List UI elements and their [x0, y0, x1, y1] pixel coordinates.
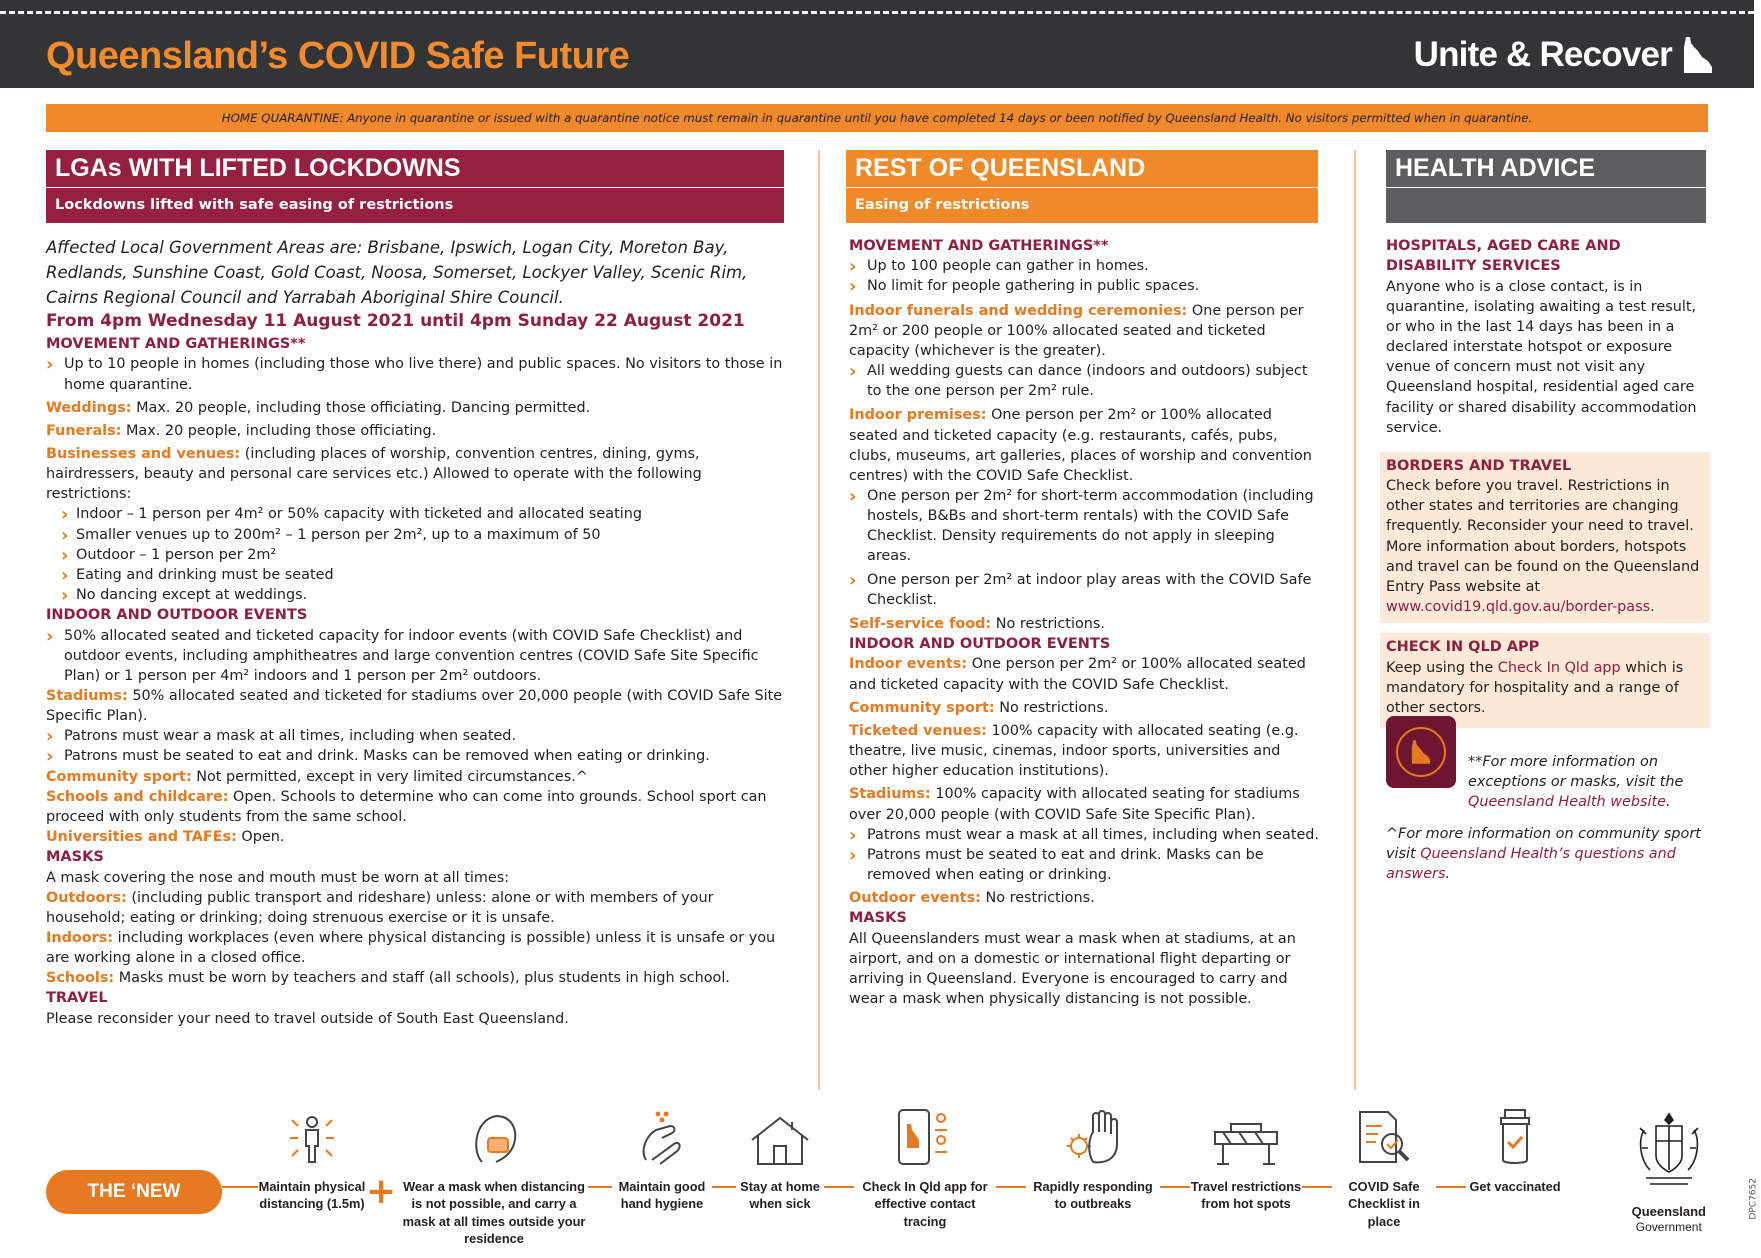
- page-title: Queensland’s COVID Safe Future: [46, 35, 630, 77]
- step-caption: Get vaccinated: [1469, 1179, 1561, 1194]
- list-item: › Patrons must be seated to eat and drink. Masks can be removed when eating or drinking.: [849, 845, 1323, 885]
- page-header: [0, 0, 1754, 88]
- schools-mask-rule: Schools: Masks must be worn by teachers and staff (all schools), plus students in high school.: [46, 970, 730, 987]
- stadiums-rule: Stadiums: 50% allocated seated and ticketed for stadiums over 20,000 people (with COVID Safe Site Specific Plan).: [46, 687, 783, 725]
- middle-column: [849, 236, 1323, 1009]
- self-service-rule: Self-service food: No restrictions.: [849, 615, 1105, 632]
- face-mask-icon: [466, 1110, 522, 1166]
- funerals-rule: Funerals: Max. 20 people, including those officiating.: [46, 422, 437, 439]
- weddings-rule: Weddings: Max. 20 people, including those officiating. Dancing permitted.: [46, 399, 591, 416]
- list-item: › Up to 10 people in homes (including those who live there) and public spaces. No visitors to those in home quarantine.: [46, 354, 786, 394]
- list-item: › One person per 2m² for short-term accommodation (including hostels, B&Bs and short-term rentals) with the COVID Safe Checklist. Density requirements do not apply in sleeping areas.: [849, 486, 1323, 567]
- queensland-health-website-link[interactable]: Queensland Health website: [1468, 794, 1666, 811]
- brand-text: Unite & Recover: [1413, 35, 1672, 74]
- coat-of-arms-icon: [1634, 1108, 1704, 1198]
- virus-hand-icon: [1063, 1108, 1123, 1166]
- community-sport-rule: Community sport: Not permitted, except in very limited circumstances.^: [46, 768, 588, 785]
- document-code: DPC7652: [1749, 1178, 1759, 1220]
- home-quarantine-banner: HOME QUARANTINE: Anyone in quarantine or issued with a quarantine notice must remain in quarantine until you have completed 14 days or been notified by Queensland Health. No visitors permitted when in quarantine.: [46, 104, 1708, 132]
- list-item: › Patrons must be seated to eat and drink. Masks can be removed when eating or drinking.: [46, 746, 786, 766]
- masks-text: All Queenslanders must wear a mask when at stadiums, at an airport, and on a domestic or international flight departing or arriving in Queensland. Everyone is encouraged to carry and wear a mask when physically distancing is not possible.: [849, 930, 1296, 1008]
- subheading-lifted-lockdowns: Lockdowns lifted with safe easing of restrictions: [46, 188, 784, 223]
- step-caption: Wear a mask when distancing is not possible, and carry a mask at all times outside your residence: [402, 1179, 586, 1246]
- section-title: BORDERS AND TRAVEL: [1386, 457, 1572, 474]
- connector-line: [222, 1186, 258, 1188]
- travel-text: Please reconsider your need to travel outside of South East Queensland.: [46, 1010, 569, 1027]
- step-caption: Rapidly responding to outbreaks: [1033, 1179, 1153, 1212]
- step-caption: Stay at home when sick: [740, 1179, 820, 1212]
- step-caption: Maintain physical distancing (1.5m): [258, 1179, 366, 1212]
- column-divider: [818, 150, 820, 1090]
- list-item: › All wedding guests can dance (indoors and outdoors) subject to the one person per 2m² rule.: [849, 361, 1323, 401]
- header-dashed-line: [0, 11, 1754, 14]
- column-divider: [1354, 150, 1356, 1090]
- step-travel-restrictions: [1190, 1108, 1302, 1213]
- step-get-vaccinated: [1466, 1108, 1564, 1195]
- step-wear-mask: [400, 1108, 588, 1247]
- businesses-rule: Businesses and venues: (including places of worship, convention centres, dining, gyms, hairdressers, beauty and personal care services etc.) Allowed to operate with the following restrictions:: [46, 445, 702, 503]
- ticketed-venues-rule: Ticketed venues: 100% capacity with allocated seating (e.g. theatre, live music, cinemas, indoor sports, universities and other higher education institutions).: [849, 722, 1299, 780]
- connector-line: [1160, 1186, 1190, 1188]
- gov-line-1: Queensland: [1631, 1203, 1706, 1219]
- checklist-icon: [1356, 1108, 1412, 1166]
- list-item: › Smaller venues up to 200m² – 1 person per 2m², up to a maximum of 50: [46, 525, 786, 545]
- step-caption: Check In Qld app for effective contact tracing: [862, 1179, 988, 1229]
- left-column: [46, 236, 786, 1029]
- step-outbreak-response: [1026, 1108, 1160, 1213]
- stadiums-rule: Stadiums: 100% capacity with allocated seating for stadiums over 20,000 people (with COVID Safe Site Specific Plan).: [849, 786, 1300, 823]
- outdoor-events-rule: Outdoor events: No restrictions.: [849, 890, 1095, 907]
- queensland-map-icon: [1680, 35, 1716, 75]
- border-pass-link[interactable]: www.covid19.qld.gov.au/border-pass: [1386, 599, 1651, 616]
- new-normal-label: THE ‘NEW NORMAL’: [46, 1170, 222, 1214]
- heading-rest-of-queensland: REST OF QUEENSLAND: [846, 150, 1318, 187]
- connector-line: [1302, 1186, 1332, 1188]
- step-physical-distancing: [258, 1108, 366, 1213]
- check-in-text: Keep using the Check In Qld app which is mandatory for hospitality and a range of other sectors.: [1386, 659, 1684, 716]
- check-in-qld-box: [1380, 633, 1710, 728]
- step-stay-home: [736, 1108, 824, 1213]
- section-title: MASKS: [46, 849, 104, 866]
- section-title: CHECK IN QLD APP: [1386, 639, 1540, 656]
- check-in-app-link[interactable]: Check In Qld app: [1497, 659, 1621, 676]
- list-item: › Patrons must wear a mask at all times, including when seated.: [849, 825, 1323, 845]
- list-item: › No dancing except at weddings.: [46, 585, 786, 605]
- section-title: MOVEMENT AND GATHERINGS**: [849, 238, 1109, 254]
- community-sport-rule: Community sport: No restrictions.: [849, 699, 1109, 716]
- hospitals-text: Anyone who is a close contact, is in quarantine, isolating awaiting a test result, or who in the last 14 days has been in a declared interstate hotspot or exposure venue of concern must not visit any Queensland hospital, residential aged care facility or shared disability accommodation service.: [1386, 278, 1697, 436]
- indoors-rule: Indoors: including workplaces (even where physical distancing is possible) unless it is unsafe or you are working alone in a closed office.: [46, 930, 776, 967]
- physical-distancing-icon: [286, 1112, 338, 1166]
- section-title: MASKS: [849, 910, 907, 927]
- date-range: From 4pm Wednesday 11 August 2021 until 4pm Sunday 22 August 2021: [46, 311, 745, 332]
- list-item: › Outdoor – 1 person per 2m²: [46, 545, 786, 565]
- section-title: INDOOR AND OUTDOOR EVENTS: [849, 636, 1111, 653]
- list-item: › Eating and drinking must be seated: [46, 565, 786, 585]
- vaccine-vial-icon: [1495, 1108, 1535, 1166]
- connector-line: [712, 1186, 736, 1188]
- subheading-health-advice-bar: [1386, 188, 1706, 223]
- list-item: › Indoor – 1 person per 4m² or 50% capacity with ticketed and allocated seating: [46, 504, 786, 524]
- section-title: MOVEMENT AND GATHERINGS**: [46, 336, 306, 353]
- affected-lga-intro: Affected Local Government Areas are: Brisbane, Ipswich, Logan City, Moreton Bay, Redlands, Sunshine Coast, Gold Coast, Noosa, Somerset, Lockyer Valley, Scenic Rim, Cairns Regional Council and Yarrabah Aboriginal Shire Council.: [46, 238, 748, 307]
- connector-line: [824, 1186, 854, 1188]
- queensland-government-logo: [1632, 1108, 1706, 1236]
- step-hand-hygiene: [612, 1108, 712, 1213]
- universities-rule: Universities and TAFEs: Open.: [46, 829, 285, 846]
- footnote-community-sport: ^For more information on community sport visit Queensland Health’s questions and answers.: [1386, 826, 1701, 883]
- section-title: INDOOR AND OUTDOOR EVENTS: [46, 607, 308, 624]
- step-covid-safe-checklist: [1332, 1108, 1436, 1230]
- heading-health-advice: HEALTH ADVICE: [1386, 150, 1706, 187]
- schools-rule: Schools and childcare: Open. Schools to determine who can come into grounds. School sport can proceed with only students from the same school.: [46, 788, 767, 825]
- hand-hygiene-icon: [636, 1110, 688, 1166]
- step-caption: Travel restrictions from hot spots: [1190, 1179, 1302, 1212]
- connector-line: [996, 1186, 1026, 1188]
- indoor-premises-rule: Indoor premises: One person per 2m² or 100% allocated seated and ticketed capacity (e.g. restaurants, cafés, pubs, clubs, museums, art galleries, places of worship and convention centres) with the COVID Safe Checklist.: [849, 407, 1312, 484]
- heading-lifted-lockdowns: LGAs WITH LIFTED LOCKDOWNS: [46, 150, 784, 187]
- borders-travel-box: [1380, 452, 1710, 623]
- connector-line: [1436, 1186, 1466, 1188]
- borders-text: Check before you travel. Restrictions in other states and territories are changing frequently. Reconsider your need to travel. More information about borders, hotspots and travel can be found on the Queensland Entry Pass website at www.covid19.qld.gov.au/border-pass.: [1386, 478, 1700, 616]
- plus-icon: +: [366, 1171, 397, 1212]
- funerals-weddings-rule: Indoor funerals and wedding ceremonies: One person per 2m² or 200 people or 100% allocated seated and ticketed capacity (whichever is the greater).: [849, 302, 1304, 359]
- questions-answers-link[interactable]: Queensland Health’s questions and answers: [1386, 846, 1676, 883]
- step-caption: COVID Safe Checklist in place: [1348, 1179, 1420, 1229]
- brand-lockup: [1414, 30, 1716, 80]
- phone-checkin-icon: [895, 1108, 955, 1166]
- subheading-rest-of-queensland: Easing of restrictions: [846, 188, 1318, 223]
- connector-line: [588, 1186, 612, 1188]
- house-icon: [748, 1114, 812, 1166]
- list-item: › Patrons must wear a mask at all times, including when seated.: [46, 726, 786, 746]
- indoor-events-rule: Indoor events: One person per 2m² or 100% allocated seated and ticketed capacity with the COVID Safe Checklist.: [849, 656, 1306, 693]
- notes-area: [1386, 716, 1704, 876]
- check-in-qld-app-icon[interactable]: [1386, 716, 1456, 788]
- right-column: [1386, 236, 1704, 884]
- list-item: › Up to 100 people can gather in homes.: [849, 256, 1323, 276]
- step-caption: Maintain good hand hygiene: [618, 1179, 706, 1212]
- section-title: TRAVEL: [46, 990, 108, 1007]
- list-item: › One person per 2m² at indoor play areas with the COVID Safe Checklist.: [849, 570, 1323, 610]
- section-title: HOSPITALS, AGED CARE AND DISABILITY SERVICES: [1386, 238, 1621, 275]
- list-item: › 50% allocated seated and ticketed capacity for indoor events (with COVID Safe Checklist) and outdoor events, including amphitheatres and large convention centres (COVID Safe Site Specific Plan) or 1 person per 4m² indoors and 1 person per 2m² outdoors.: [46, 626, 786, 686]
- masks-intro: A mask covering the nose and mouth must be worn at all times:: [46, 869, 510, 886]
- outdoors-rule: Outdoors: (including public transport and rideshare) unless: alone or with members of your household; eating or drinking; doing strenuous exercise or it is unsafe.: [46, 889, 714, 926]
- gov-line-2: Government: [1635, 1219, 1702, 1234]
- new-normal-strip: [0, 1108, 1754, 1246]
- list-item: › No limit for people gathering in public spaces.: [849, 276, 1323, 296]
- footnote-masks: **For more information on exceptions or masks, visit the Queensland Health website.: [1468, 754, 1684, 811]
- step-check-in: [854, 1108, 996, 1230]
- barrier-icon: [1211, 1120, 1281, 1166]
